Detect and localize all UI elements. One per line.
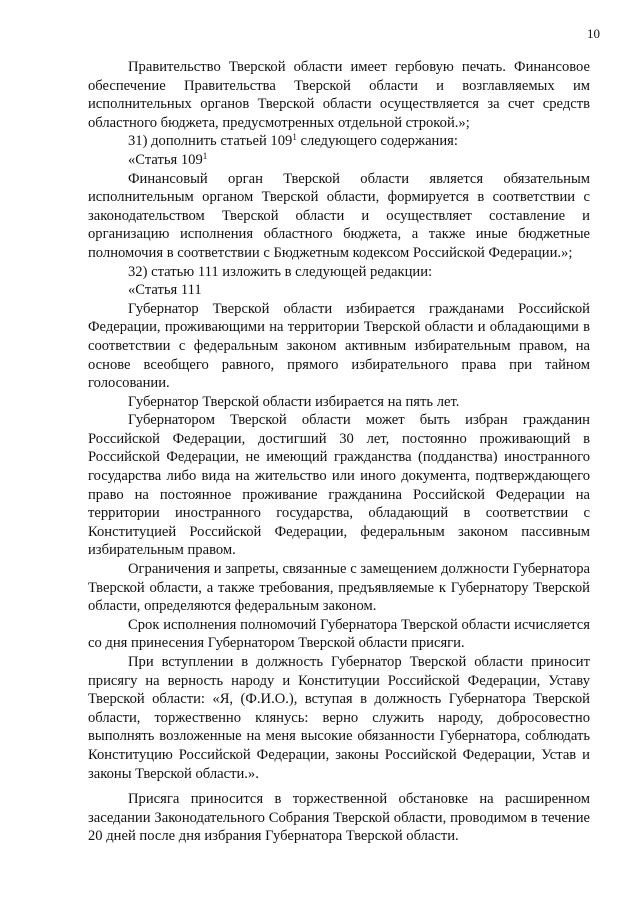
paragraph (88, 790, 590, 846)
paragraph (88, 263, 590, 282)
text-run: Ограничения и запреты, связанные с замещением должности Губернатора Тверской области, а также требования, предъявляемые к Губернатору Тверской области, определяются федеральным законом. (88, 561, 590, 615)
paragraph (88, 560, 590, 616)
text-run: «Статья 109 (128, 151, 203, 168)
text-run: следующего содержания: (296, 133, 458, 150)
text-run: 32) статью 111 изложить в следующей редакции: (128, 263, 433, 280)
paragraph (88, 653, 590, 783)
paragraph (88, 393, 590, 412)
paragraph (88, 616, 590, 653)
superscript: 1 (202, 150, 208, 161)
superscript: 1 (292, 132, 297, 143)
paragraph (88, 170, 590, 263)
text-run: Присяга приносится в торжественной обстановке на расширенном заседании Законодательного Собрания Тверской области, проводимом в течение 20 дней после дня избрания Губернатора Тверской области. (88, 791, 590, 845)
text-run: 31) дополнить статьей 109 (128, 133, 293, 150)
text-run: При вступлении в должность Губернатор Тверской области приносит присягу на верность народу и Конституции Российской Федерации, Уставу Тверской области: «Я, (Ф.И.О.), вступая в должность Губернатора Тверской области, торжественно клянусь: верно служить народу, добросовестно выполнять возложенные на меня высокие обязанности Губернатора, соблюдать Конституцию Российской Федерации, законы Российской Федерации, Устав и законы Тверской области.». (88, 654, 590, 782)
text-run: Губернатор Тверской области избирается гражданами Российской Федерации, проживающими на территории Тверской области и обладающими в соответствии с федеральным законом активным избирательным правом, на основе всеобщего равного, прямого избирательного права при тайном голосовании. (88, 300, 590, 392)
text-run: Губернатором Тверской области может быть избран гражданин Российской Федерации, достигший 30 лет, постоянно проживающий в Российской Федерации, не имеющий гражданства (подданства) иностранного государства либо вида на жительство или иного документа, подтверждающего право на постоянное проживание гражданина Российской Федерации на территории иностранного государства, обладающий в соответствии с Конституцией Российской Федерации, федеральным законом пассивным избирательным правом. (88, 412, 590, 559)
text-run: Губернатор Тверской области избирается на пять лет. (128, 393, 460, 410)
text-run: Финансовый орган Тверской области является обязательным исполнительным органом Тверской области, формируется в соответствии с законодательством Тверской области и осуществляет составление и организацию исполнения областного бюджета, а также иные бюджетные полномочия в соответствии с Бюджетным кодексом Российской Федерации.»; (88, 170, 590, 261)
page-number: 10 (587, 26, 600, 41)
paragraph (88, 58, 590, 132)
text-run: Срок исполнения полномочий Губернатора Тверской области исчисляется со дня принесения Губернатором Тверской области присяги. (88, 616, 590, 652)
paragraph (88, 300, 590, 393)
text-run: Правительство Тверской области имеет гербовую печать. Финансовое обеспечение Правительства Тверской области и возглавляемых им исполнительных органов Тверской области осуществляется за счет средств областного бюджета, предусмотренных отдельной строкой.»; (88, 59, 590, 131)
paragraph (88, 132, 590, 151)
text-run: «Статья 111 (128, 282, 202, 299)
paragraph (88, 411, 590, 560)
paragraph (88, 151, 590, 170)
document-body (88, 58, 590, 846)
paragraph (88, 281, 590, 300)
